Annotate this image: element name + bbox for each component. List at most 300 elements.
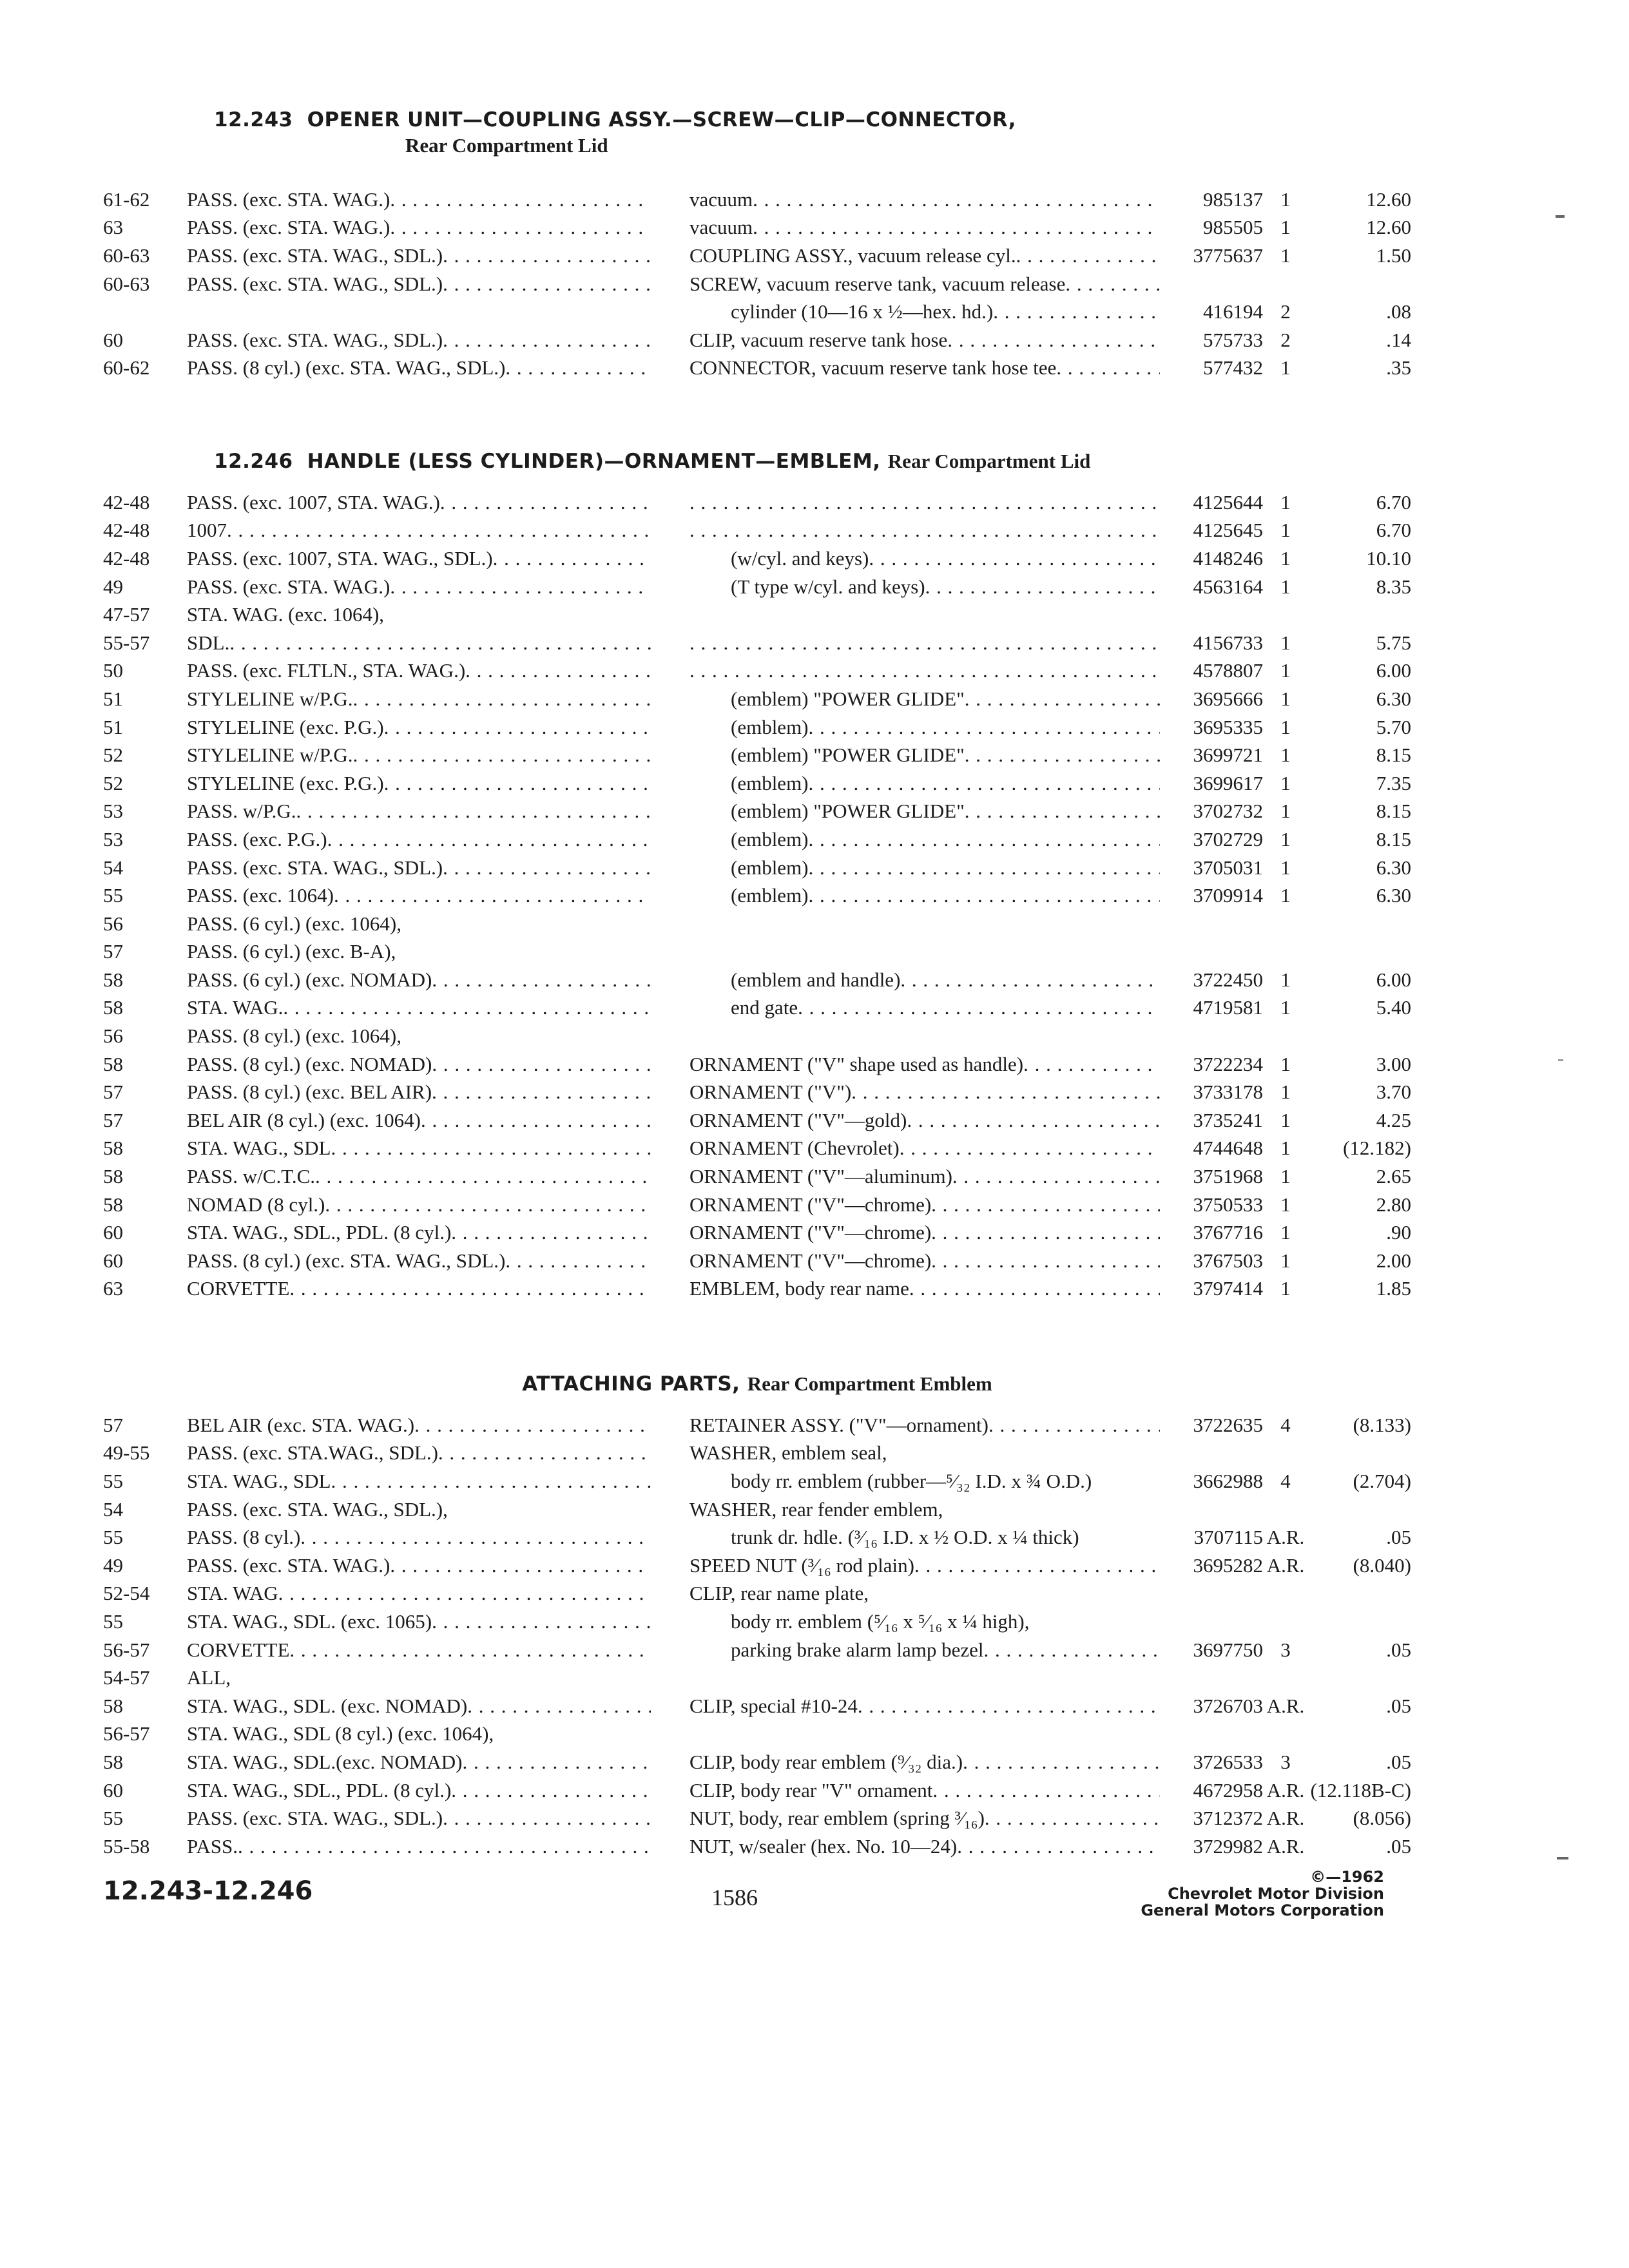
model-description (187, 994, 689, 1023)
quantity: 1 (1280, 715, 1291, 738)
part-description-text: SCREW, vacuum reserve tank, vacuum release (689, 272, 1066, 295)
dot-leader (1065, 273, 1160, 296)
dot-leader (851, 1081, 1160, 1104)
table-row (103, 601, 1411, 629)
model-description-text: PASS. (exc. STA. WAG., SDL.) (187, 856, 443, 879)
model-description-content (187, 1526, 689, 1549)
part-number: 575733 (1203, 328, 1263, 351)
dot-leader (932, 1779, 1160, 1802)
dot-leader (443, 329, 651, 352)
dot-leader (753, 188, 1160, 211)
part-number: 3695666 (1193, 687, 1263, 710)
table-row (103, 1078, 1411, 1106)
part-description-content (689, 1081, 1179, 1104)
dot-leader (505, 356, 651, 380)
model-description-text: STA. WAG. (187, 996, 284, 1019)
part-number: 3726533 (1193, 1750, 1263, 1773)
model-description-text: NOMAD (8 cyl.) (187, 1193, 325, 1216)
dot-leader (985, 1807, 1160, 1830)
list-price: .90 (1386, 1221, 1411, 1244)
model-description-text: SDL. (187, 631, 230, 654)
part-number: 3750533 (1193, 1193, 1263, 1216)
quantity: 1 (1280, 1165, 1291, 1188)
model-description (187, 825, 689, 854)
part-description (689, 1467, 1179, 1495)
model-years: 42-48 (103, 546, 150, 570)
section-title: HANDLE (LESS CYLINDER)—ORNAMENT—EMBLEM, (307, 450, 881, 473)
list-price: 8.35 (1376, 575, 1411, 598)
model-years: 55 (103, 1807, 123, 1830)
part-number: 3751968 (1193, 1165, 1263, 1188)
model-years: 58 (103, 1193, 123, 1216)
model-description-text: PASS. (exc. STA. WAG., SDL.) (187, 1807, 443, 1830)
part-description-content (689, 1554, 1179, 1577)
model-description (187, 966, 689, 994)
model-description-content (187, 603, 689, 626)
table-row (103, 298, 1411, 326)
model-description-text: PASS. (exc. STA.WAG., SDL.) (187, 1441, 438, 1465)
model-description-content (187, 1470, 689, 1493)
part-description-text: CONNECTOR, vacuum reserve tank hose tee (689, 356, 1057, 380)
model-years: 60-62 (103, 356, 150, 380)
model-description-content (187, 519, 689, 542)
table-row (103, 938, 1411, 966)
model-description (187, 1162, 689, 1191)
model-description-text: PASS. (8 cyl.) (exc. STA. WAG., SDL.) (187, 356, 506, 380)
part-description (689, 910, 1179, 938)
part-description-content (689, 800, 1179, 823)
model-description (187, 1050, 689, 1079)
dot-leader (467, 1695, 651, 1718)
part-description-text: (emblem and handle) (731, 968, 901, 991)
model-description (187, 242, 689, 270)
model-description (187, 488, 689, 517)
model-description-text: STA. WAG., SDL (187, 1469, 331, 1492)
part-number (1179, 1720, 1263, 1749)
model-description-text: PASS. (8 cyl.) (exc. BEL AIR) (187, 1081, 432, 1104)
model-description-content (187, 1053, 689, 1076)
quantity: 1 (1280, 687, 1291, 710)
list-price (1308, 1664, 1411, 1692)
dot-leader (331, 1137, 651, 1160)
table-row (103, 713, 1411, 742)
table-row (103, 741, 1411, 769)
dot-leader (809, 884, 1160, 907)
list-price (1308, 938, 1411, 966)
model-years: 60 (103, 1778, 123, 1802)
table-row (103, 1411, 1411, 1439)
part-description-text: (emblem) (731, 715, 809, 738)
part-description (689, 1022, 1179, 1050)
model-description (187, 270, 689, 298)
quantity: 4 (1280, 1469, 1291, 1492)
part-description-text: ORNAMENT (Chevrolet) (689, 1137, 900, 1160)
model-description-content (187, 1109, 689, 1132)
quantity (1263, 938, 1308, 966)
model-description-content (187, 1024, 689, 1048)
dot-leader (289, 1639, 651, 1662)
model-description-content (187, 996, 689, 1019)
quantity: 3 (1280, 1638, 1291, 1661)
model-years: 63 (103, 216, 123, 239)
part-description (689, 1495, 1179, 1524)
quantity (1263, 601, 1308, 629)
model-description-content (187, 716, 689, 739)
model-years: 49 (103, 1553, 123, 1577)
table-row (103, 1247, 1411, 1275)
model-description-content (187, 1165, 689, 1188)
model-description-text: STYLELINE (exc. P.G.) (187, 715, 384, 738)
list-price: 2.65 (1376, 1165, 1411, 1188)
dot-leader (432, 968, 651, 992)
part-description-content (689, 1193, 1179, 1216)
quantity: 1 (1280, 800, 1291, 823)
part-description-text: COUPLING ASSY., vacuum release cyl. (689, 244, 1016, 267)
model-description (187, 1247, 689, 1275)
quantity: 1 (1280, 631, 1291, 654)
part-number (1179, 270, 1263, 298)
part-description-content (689, 1751, 1179, 1774)
dot-leader (289, 1277, 651, 1300)
model-description-content (187, 1751, 689, 1774)
part-description-content (689, 329, 1179, 352)
model-description-content (187, 1610, 689, 1633)
table-row (103, 1191, 1411, 1219)
part-number (1179, 1439, 1263, 1468)
list-price: .14 (1386, 328, 1411, 351)
model-description-text: STA. WAG., SDL. (exc. 1065) (187, 1610, 432, 1633)
model-years: 60-63 (103, 272, 150, 295)
part-description-content (689, 744, 1179, 767)
dot-leader (809, 828, 1160, 851)
model-years: 58 (103, 1137, 123, 1160)
part-description-text: ORNAMENT ("V"—gold) (689, 1108, 907, 1131)
quantity: 1 (1280, 659, 1291, 682)
list-price: .08 (1386, 300, 1411, 323)
part-description-text: end gate (731, 996, 798, 1019)
dot-leader (931, 1221, 1160, 1244)
dot-leader (798, 996, 1160, 1019)
list-price: 6.30 (1376, 687, 1411, 710)
part-description-text: body rr. emblem (rubber—⁵⁄₃₂ I.D. x ¾ O.D.) (731, 1469, 1092, 1492)
model-description (187, 1832, 689, 1861)
part-description-content (689, 491, 1179, 514)
dot-leader (334, 884, 651, 907)
model-years: 54-57 (103, 1666, 150, 1689)
model-years: 42-48 (103, 490, 150, 514)
list-price: (8.056) (1353, 1807, 1411, 1830)
model-description-text: STA. WAG., SDL. (exc. NOMAD) (187, 1694, 468, 1717)
part-number (1179, 1608, 1263, 1636)
model-years: 54 (103, 856, 123, 879)
part-description-content (689, 1582, 1179, 1605)
copyright-block (1141, 1869, 1384, 1919)
model-description (187, 1636, 689, 1664)
part-description (689, 1275, 1179, 1303)
part-number (1179, 1022, 1263, 1050)
section-12-246 (103, 448, 1411, 1303)
model-description (187, 657, 689, 686)
model-description-content (187, 884, 689, 907)
model-years: 55 (103, 1469, 123, 1492)
model-years: 47-57 (103, 603, 150, 626)
quantity (1263, 1664, 1308, 1692)
table-row (103, 354, 1411, 383)
part-description (689, 242, 1179, 270)
model-description-content (187, 856, 689, 879)
part-description-text: vacuum (689, 187, 753, 211)
dot-leader (462, 1751, 651, 1774)
list-price: 6.70 (1376, 519, 1411, 542)
part-description-content (689, 188, 1179, 211)
quantity: A.R. (1266, 1807, 1305, 1830)
part-description (689, 741, 1179, 769)
table-row (103, 1523, 1411, 1552)
dot-leader (952, 1165, 1160, 1188)
dot-leader (352, 687, 651, 711)
part-description (689, 1776, 1179, 1805)
list-price: 6.00 (1376, 659, 1411, 682)
scan-mark (1557, 1857, 1568, 1860)
model-description-content (187, 273, 689, 296)
quantity: 1 (1280, 744, 1291, 767)
quantity (1263, 1720, 1308, 1749)
model-description-text: PASS. w/P.G. (187, 800, 296, 823)
part-description (689, 1247, 1179, 1275)
model-description (187, 186, 689, 214)
model-description (187, 1495, 689, 1524)
list-price: 6.00 (1376, 968, 1411, 991)
part-number: 4148246 (1193, 546, 1263, 570)
table-row (103, 1050, 1411, 1079)
quantity (1263, 910, 1308, 938)
part-description (689, 657, 1179, 686)
model-description-text: CORVETTE (187, 1277, 290, 1300)
list-price: 5.70 (1376, 715, 1411, 738)
part-description (689, 685, 1179, 713)
part-description (689, 544, 1179, 573)
list-price: (2.704) (1353, 1469, 1411, 1492)
model-description-text: PASS. (6 cyl.) (exc. 1064), (187, 912, 401, 935)
dot-leader (331, 1470, 651, 1493)
model-description-content (187, 659, 689, 682)
part-description-content (689, 547, 1179, 570)
part-description (689, 1439, 1179, 1468)
part-number: 3767716 (1193, 1221, 1263, 1244)
part-number: 3722450 (1193, 968, 1263, 991)
table-row (103, 1106, 1411, 1135)
dot-leader (443, 244, 651, 267)
model-years: 55-58 (103, 1834, 150, 1858)
part-description (689, 966, 1179, 994)
part-number: 416194 (1203, 300, 1263, 323)
model-description-content (187, 1221, 689, 1244)
model-description-content (187, 1498, 689, 1521)
list-price (1308, 1608, 1411, 1636)
table-row (103, 1776, 1411, 1805)
part-number: 3709914 (1193, 884, 1263, 907)
model-description-text: PASS. (8 cyl.) (exc. STA. WAG., SDL.) (187, 1249, 506, 1272)
part-description-content (689, 1277, 1179, 1300)
part-description (689, 1608, 1179, 1636)
part-description-text: WASHER, rear fender emblem, (689, 1497, 943, 1521)
section-subtitle: Rear Compartment Lid (887, 450, 1091, 472)
part-description (689, 798, 1179, 826)
table-row (103, 1580, 1411, 1608)
part-description-content (689, 1639, 1179, 1662)
dot-leader (963, 1751, 1160, 1774)
model-description (187, 1720, 689, 1749)
table-row (103, 1552, 1411, 1580)
model-description (187, 326, 689, 354)
dot-leader (296, 800, 651, 823)
model-description (187, 769, 689, 798)
model-years: 53 (103, 827, 123, 850)
quantity: A.R. (1266, 1553, 1305, 1577)
model-description-text: STYLELINE w/P.G. (187, 744, 353, 767)
dot-leader (384, 716, 651, 739)
model-description (187, 1552, 689, 1580)
dot-leader (965, 687, 1160, 711)
part-number: 3699617 (1193, 771, 1263, 794)
part-description-text: CLIP, rear name plate, (689, 1582, 869, 1605)
model-years: 55-57 (103, 631, 150, 654)
part-description (689, 1191, 1179, 1219)
part-description-text: SPEED NUT (³⁄₁₆ rod plain) (689, 1553, 914, 1577)
part-description-text: NUT, w/sealer (hex. No. 10—24) (689, 1834, 958, 1858)
quantity: 1 (1280, 490, 1291, 514)
model-description-content (187, 575, 689, 599)
table-row (103, 242, 1411, 270)
model-years: 52 (103, 744, 123, 767)
model-years: 56 (103, 912, 123, 935)
model-years: 57 (103, 1108, 123, 1131)
quantity: A.R. (1266, 1526, 1305, 1549)
list-price: 6.70 (1376, 490, 1411, 514)
quantity: 1 (1280, 968, 1291, 991)
list-price (1308, 1022, 1411, 1050)
dot-leader (900, 968, 1160, 992)
parts-table (103, 186, 1411, 382)
part-description (689, 186, 1179, 214)
model-description (187, 685, 689, 713)
part-description (689, 214, 1179, 242)
quantity: 1 (1280, 1249, 1291, 1272)
model-years (103, 298, 187, 326)
model-years: 50 (103, 659, 123, 682)
dot-leader (465, 659, 651, 682)
list-price (1308, 1439, 1411, 1468)
part-number (1179, 938, 1263, 966)
footer-section-code: 12.243-12.246 (103, 1876, 313, 1906)
part-number: 4156733 (1193, 631, 1263, 654)
model-description-text: BEL AIR (8 cyl.) (exc. 1064) (187, 1108, 421, 1131)
list-price: (12.182) (1343, 1137, 1411, 1160)
part-description (689, 1692, 1179, 1720)
part-description-content (689, 1807, 1179, 1830)
quantity (1263, 1580, 1308, 1608)
table-row (103, 1439, 1411, 1468)
dot-leader (283, 996, 651, 1019)
dot-leader (390, 188, 651, 211)
quantity (1263, 1439, 1308, 1468)
part-description-content (689, 1695, 1179, 1718)
dot-leader (432, 1053, 651, 1076)
part-number: 3695335 (1193, 715, 1263, 738)
quantity: 1 (1280, 884, 1291, 907)
dot-leader (384, 772, 651, 795)
quantity: 1 (1280, 1052, 1291, 1075)
part-description (689, 938, 1179, 966)
quantity: 1 (1280, 856, 1291, 879)
model-years: 58 (103, 1052, 123, 1075)
dot-leader (931, 1249, 1160, 1273)
model-description (187, 1022, 689, 1050)
table-row (103, 1748, 1411, 1776)
part-number: 3797414 (1193, 1277, 1263, 1300)
part-description-text: (emblem) "POWER GLIDE" (731, 800, 965, 823)
model-description-content (187, 772, 689, 795)
part-description-content (689, 968, 1179, 992)
model-years: 49 (103, 575, 123, 598)
dot-leader (988, 1414, 1160, 1437)
model-years: 52-54 (103, 1582, 150, 1605)
dot-leader (907, 1109, 1160, 1132)
quantity: 1 (1280, 1137, 1291, 1160)
model-description-content (187, 1695, 689, 1718)
quantity: A.R. (1266, 1834, 1305, 1858)
quantity: 1 (1280, 827, 1291, 850)
quantity: 2 (1280, 328, 1291, 351)
model-years: 52 (103, 771, 123, 794)
part-description-text: WASHER, emblem seal, (689, 1441, 887, 1465)
model-years: 55 (103, 1526, 123, 1549)
model-description-content (187, 1249, 689, 1273)
part-description-content (689, 244, 1179, 267)
list-price (1308, 1495, 1411, 1524)
list-price: 7.35 (1376, 771, 1411, 794)
copyright-division: Chevrolet Motor Division (1168, 1885, 1384, 1903)
model-description-text: PASS. (exc. STA. WAG.) (187, 1553, 390, 1577)
dot-leader (809, 772, 1160, 795)
part-description (689, 1523, 1179, 1552)
dot-leader (432, 1610, 651, 1633)
section-attaching-parts (103, 1371, 1411, 1861)
part-description-text: (emblem) "POWER GLIDE" (731, 687, 965, 710)
part-description-text: ORNAMENT ("V"—chrome) (689, 1249, 932, 1272)
part-description-text: (emblem) (731, 771, 809, 794)
part-description (689, 1804, 1179, 1832)
model-years: 58 (103, 1165, 123, 1188)
section-subtitle: Rear Compartment Lid (405, 134, 608, 157)
part-description-text: body rr. emblem (⁵⁄₁₆ x ⁵⁄₁₆ x ¼ high), (731, 1610, 1030, 1633)
part-number: 4563164 (1193, 575, 1263, 598)
list-price: 8.15 (1376, 827, 1411, 850)
parts-table (103, 488, 1411, 1303)
quantity: 1 (1280, 519, 1291, 542)
section-heading (103, 448, 1411, 474)
part-number: 3699721 (1193, 744, 1263, 767)
list-price: 8.15 (1376, 744, 1411, 767)
part-number: 3705031 (1193, 856, 1263, 879)
model-description-text: PASS. (exc. STA. WAG., SDL.) (187, 272, 443, 295)
list-price: 4.25 (1376, 1108, 1411, 1131)
model-description-text: CORVETTE (187, 1638, 290, 1661)
model-description-content (187, 1081, 689, 1104)
part-number: 3767503 (1193, 1249, 1263, 1272)
table-row (103, 1664, 1411, 1692)
part-description (689, 1748, 1179, 1776)
